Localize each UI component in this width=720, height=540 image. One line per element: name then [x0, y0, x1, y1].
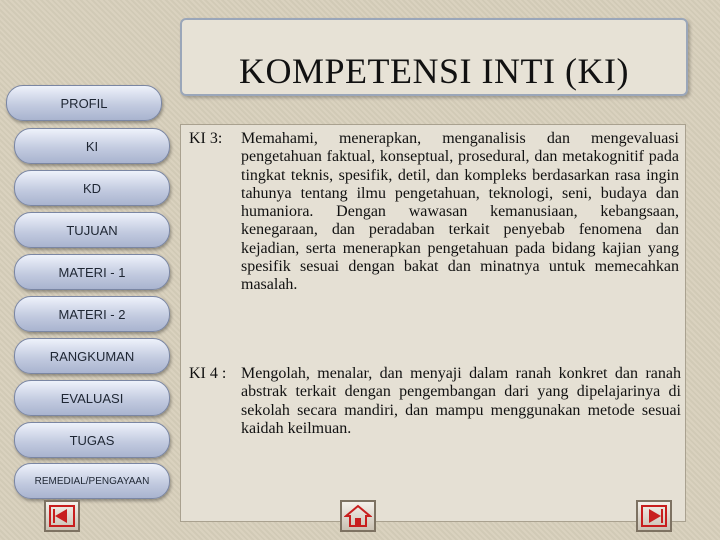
prev-icon [49, 505, 75, 527]
content-box [180, 124, 686, 522]
nav-profil-button[interactable]: PROFIL [6, 85, 162, 121]
nav-remedial-button[interactable]: REMEDIAL/PENGAYAAN [14, 463, 170, 499]
prev-button[interactable] [44, 500, 80, 532]
home-button[interactable] [340, 500, 376, 532]
nav-materi2-button[interactable]: MATERI - 2 [14, 296, 170, 332]
nav-ki-button[interactable]: KI [14, 128, 170, 164]
next-icon [641, 505, 667, 527]
nav-kd-button[interactable]: KD [14, 170, 170, 206]
ki3-label: KI 3: [189, 130, 223, 147]
ki4-label: KI 4 : [189, 365, 227, 382]
title-box [180, 18, 688, 96]
ki4-block [189, 365, 679, 445]
nav-rangkuman-button[interactable]: RANGKUMAN [14, 338, 170, 374]
ki3-text: Memahami, menerapkan, menganalisis dan mengevaluasi pengetahuan faktual, konseptual, prosedural, dan metakognitif pada tingkat teknis, spesifik, detil, dan kompleks berdasarkan rasa ingin tahunya tentang ilmu pengetahuan, teknologi, seni, budaya dan humaniora. Dengan wawasan kemanusiaan, kebangsaan, kenegaraan, dan peradaban terkait penyebab fenomena dan kejadian, serta menerapkan pengetahuan pada bidang kajian yang spesifik sesuai dengan bakat dan minatnya untuk memecahkan masalah. [241, 130, 679, 294]
nav-materi1-button[interactable]: MATERI - 1 [14, 254, 170, 290]
nav-tugas-button[interactable]: TUGAS [14, 422, 170, 458]
next-button[interactable] [636, 500, 672, 532]
home-icon [344, 504, 372, 528]
nav-evaluasi-button[interactable]: EVALUASI [14, 380, 170, 416]
ki3-block [189, 130, 679, 350]
ki4-text: Mengolah, menalar, dan menyaji dalam ranah konkret dan ranah abstrak terkait dengan pengembangan dari yang dipelajarinya di sekolah secara mandiri, dan mampu menggunakan metode sesuai kaidah keilmuan. [241, 365, 681, 437]
page-title: KOMPETENSI INTI (KI) [239, 51, 629, 91]
nav-tujuan-button[interactable]: TUJUAN [14, 212, 170, 248]
